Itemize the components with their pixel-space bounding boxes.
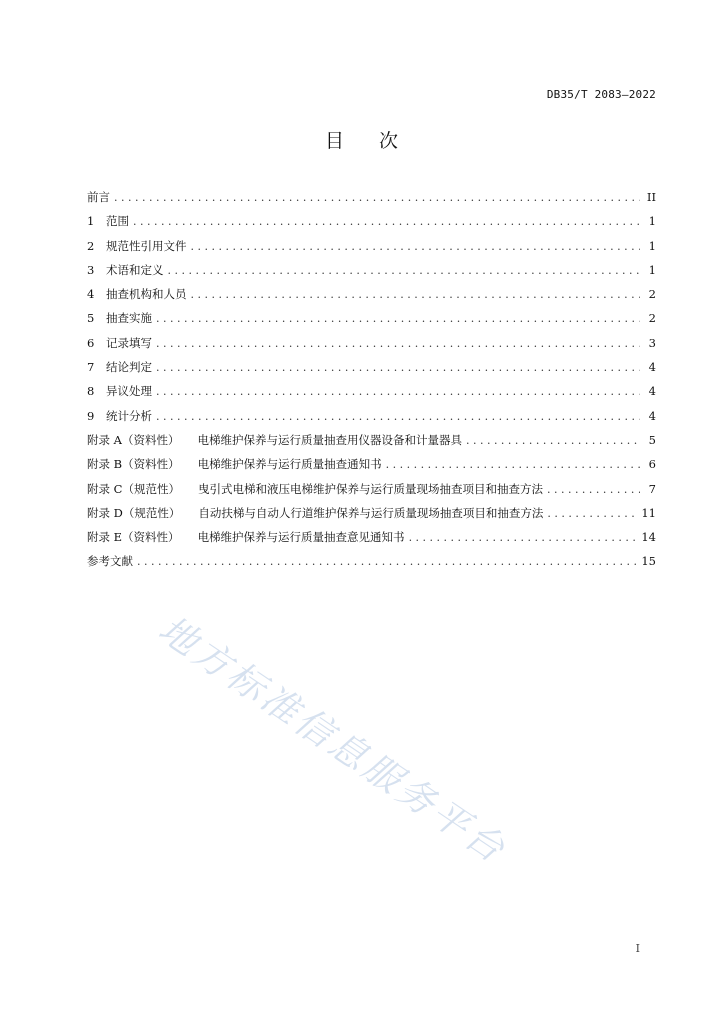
toc-entry[interactable] (87, 432, 656, 456)
toc-entry-number: 5 (87, 311, 95, 326)
toc-dot-leader (168, 264, 641, 277)
table-of-contents (87, 189, 656, 578)
toc-entry-label: 电梯维护保养与运行质量抽查意见通知书 (197, 530, 405, 545)
toc-entry-page: 6 (648, 457, 656, 472)
toc-entry[interactable] (87, 383, 656, 407)
toc-dot-leader (156, 312, 640, 325)
toc-dot-leader (191, 240, 641, 253)
toc-entry-annex-tag: 附录 E（资料性） (87, 530, 180, 545)
toc-entry[interactable] (87, 456, 656, 480)
toc-entry-label: 异议处理 (106, 384, 152, 399)
toc-entry[interactable] (87, 213, 656, 237)
toc-entry-label: 记录填写 (106, 335, 152, 350)
toc-entry-label: 参考文献 (87, 554, 133, 569)
toc-entry-annex-tag: 附录 B（资料性） (87, 457, 180, 472)
toc-entry-label: 术语和定义 (106, 262, 164, 277)
toc-entry-number: 6 (87, 335, 95, 350)
toc-entry-number: 1 (87, 214, 95, 229)
toc-entry-page: 2 (648, 287, 656, 302)
toc-entry-label: 电梯维护保养与运行质量抽查用仪器设备和计量器具 (197, 432, 462, 447)
toc-entry-number: 3 (87, 262, 95, 277)
toc-entry-number: 4 (87, 287, 95, 302)
toc-entry-label: 抽查实施 (106, 311, 152, 326)
toc-entry-page: 1 (648, 214, 656, 229)
toc-entry[interactable] (87, 481, 656, 505)
toc-entry-label: 抽查机构和人员 (106, 287, 187, 302)
toc-entry[interactable] (87, 238, 656, 262)
toc-entry-label: 曳引式电梯和液压电梯维护保养与运行质量现场抽查项目和抽查方法 (197, 481, 543, 496)
toc-entry-page: 4 (648, 408, 656, 423)
toc-dot-leader (409, 531, 638, 544)
toc-entry-page: 1 (648, 262, 656, 277)
toc-entry-label: 规范性引用文件 (106, 238, 187, 253)
page-number: I (635, 942, 640, 955)
toc-entry-label: 范围 (106, 214, 129, 229)
toc-entry-page: II (646, 190, 656, 204)
toc-dot-leader (156, 361, 640, 374)
toc-entry-page: 11 (641, 505, 656, 520)
toc-entry-page: 4 (648, 360, 656, 375)
toc-entry-number: 2 (87, 238, 95, 253)
toc-entry[interactable] (87, 310, 656, 334)
toc-dot-leader (547, 483, 640, 496)
toc-entry-annex-tag: 附录 C（规范性） (87, 481, 180, 496)
toc-entry-page: 15 (641, 554, 656, 569)
toc-dot-leader (156, 337, 640, 350)
toc-dot-leader (191, 288, 641, 301)
toc-dot-leader (137, 555, 637, 568)
watermark: 地方标准信息服务平台 (150, 607, 515, 873)
toc-entry-annex-tag: 附录 D（规范性） (87, 505, 181, 520)
toc-entry-page: 4 (648, 384, 656, 399)
toc-entry[interactable] (87, 553, 656, 577)
toc-entry-page: 7 (648, 481, 656, 496)
toc-entry-page: 2 (648, 311, 656, 326)
toc-entry-page: 3 (648, 335, 656, 350)
toc-entry[interactable] (87, 529, 656, 553)
toc-dot-leader (466, 434, 640, 447)
toc-title-part2: 次 (379, 130, 400, 152)
toc-dot-leader (156, 385, 640, 398)
toc-dot-leader (386, 458, 640, 471)
toc-entry-page: 5 (648, 432, 656, 447)
toc-entry-number: 9 (87, 408, 95, 423)
toc-dot-leader (547, 507, 637, 520)
toc-entry-number: 7 (87, 360, 95, 375)
toc-entry-label: 自动扶梯与自动人行道维护保养与运行质量现场抽查项目和抽查方法 (198, 505, 544, 520)
toc-entry[interactable] (87, 262, 656, 286)
toc-entry[interactable] (87, 408, 656, 432)
toc-entry[interactable] (87, 359, 656, 383)
toc-entry[interactable] (87, 286, 656, 310)
standard-code: DB35/T 2083—2022 (546, 88, 656, 101)
toc-entry-label: 电梯维护保养与运行质量抽查通知书 (197, 457, 382, 472)
toc-title-part1: 目 (324, 130, 345, 152)
toc-entry[interactable] (87, 335, 656, 359)
toc-entry[interactable] (87, 505, 656, 529)
toc-dot-leader (156, 410, 640, 423)
toc-title (0, 126, 724, 153)
toc-entry-number: 8 (87, 384, 95, 399)
toc-dot-leader (114, 191, 640, 204)
toc-entry-label: 前言 (87, 190, 110, 204)
toc-entry-annex-tag: 附录 A（资料性） (87, 432, 180, 447)
toc-entry-label: 统计分析 (106, 408, 152, 423)
toc-dot-leader (133, 215, 640, 228)
toc-entry-page: 1 (648, 238, 656, 253)
toc-entry-page: 14 (641, 530, 656, 545)
toc-entry-label: 结论判定 (106, 360, 152, 375)
toc-entry[interactable] (87, 189, 656, 213)
